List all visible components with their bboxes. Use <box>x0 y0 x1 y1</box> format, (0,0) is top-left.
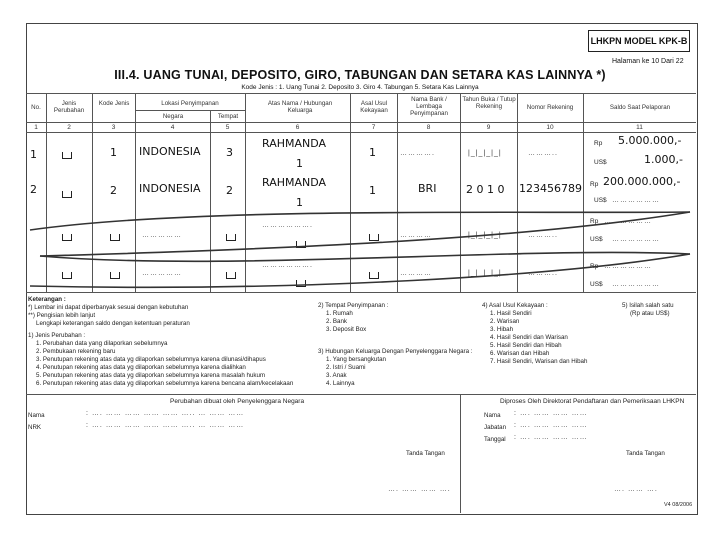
keterangan-line-1: *) Lembar ini dapat diperbanyak sesuai dengan kebutuhan <box>28 304 189 311</box>
col-header-atas-nama: Atas Nama / Hubungan Keluarga <box>267 100 333 114</box>
table-row-2-tahun: 2 0 1 0 <box>466 183 505 196</box>
keterangan-line-2: **) Pengisian lebih lanjut <box>28 312 96 319</box>
tanda-tangan-left-field[interactable]: …. …… …… …. <box>388 486 451 493</box>
col-number: 9 <box>486 124 491 131</box>
saldo-note: (Rp atau US$) <box>630 310 670 317</box>
right-nama-field[interactable]: : …. …… …… …… <box>514 410 588 417</box>
hubungan-item: 1. Yang bersangkutan <box>326 356 386 363</box>
col-header-no: No. <box>31 104 41 111</box>
footer-left-title: Perubahan dibuat oleh Penyelenggara Negara <box>170 398 305 405</box>
table-row-1-usd-value: 1.000,- <box>644 153 683 166</box>
jenis-item: 6. Penutupan rekening atas data yg dilaporkan sebelumnya karena bencana alam/kecelakaan <box>36 380 294 387</box>
saldo-title: 5) Isilah salah satu <box>622 302 674 309</box>
footer-divider <box>460 394 461 513</box>
col-header-nomor: Nomor Rekening <box>526 104 574 111</box>
asal-usul-title: 4) Asal Usul Kekayaan : <box>482 302 548 309</box>
col-header-kode: Kode Jenis <box>98 100 130 107</box>
table-row-1-tempat: 3 <box>226 146 233 159</box>
col-header-saldo: Saldo Saat Pelaporan <box>609 104 671 111</box>
jenis-item: 4. Penutupan rekening atas data yg dilaporkan sebelumnya karena dialihkan <box>36 364 246 371</box>
jenis-item: 1. Perubahan data yang dilaporkan sebelumnya <box>36 340 168 347</box>
tempat-title: 2) Tempat Penyimpanan : <box>318 302 389 309</box>
table-row-2-rp-label: Rp <box>590 181 599 188</box>
table-row-4-tahun-blank: |_|_|_|_| <box>468 270 502 277</box>
footer-top-line <box>26 394 696 395</box>
table-row-2-tempat: 2 <box>226 184 233 197</box>
col-header-tempat: Tempat <box>217 113 239 120</box>
nrk-label: NRK <box>28 424 42 431</box>
table-row-1-nama: RAHMANDA <box>262 137 327 150</box>
col-header-lokasi: Lokasi Penyimpanan <box>161 100 219 107</box>
nama-field[interactable]: : …. …… …… …… …… ….. … …… …… <box>86 410 245 417</box>
table-row-1-tahun-blank: |_|_|_|_| <box>468 150 502 157</box>
asal-item: 2. Warisan <box>490 318 520 325</box>
hubungan-title: 3) Hubungan Keluarga Dengan Penyelenggara Negara : <box>318 348 473 355</box>
table-row-2-kode: 2 <box>110 184 117 197</box>
jenis-perubahan-title: 1) Jenis Perubahan : <box>28 332 86 339</box>
table-row-2-rp-value: 200.000.000,- <box>603 175 681 188</box>
table-row-2-bank: BRI <box>418 182 437 195</box>
table-row-1-rp-value: 5.000.000,- <box>618 134 682 147</box>
asal-item: 4. Hasil Sendiri dan Warisan <box>490 334 568 341</box>
tanggal-label: Tanggal <box>484 436 506 443</box>
table-row-1-usd-label: US$ <box>594 159 607 166</box>
asal-item: 1. Hasil Sendiri <box>490 310 532 317</box>
col-header-asal-usul: Asal Usul Kekayaan <box>360 100 388 114</box>
col-number: 7 <box>371 124 376 131</box>
col-header-tahun: Tahun Buka / Tutup Rekening <box>462 96 516 110</box>
asal-item: 3. Hibah <box>490 326 514 333</box>
table-row-1-negara: INDONESIA <box>139 145 201 158</box>
footer-right-title: Diproses Oleh Direktorat Pendaftaran dan Pemeriksaan LHKPN <box>500 398 685 405</box>
col-number: 8 <box>426 124 431 131</box>
table-row-1-hubungan: 1 <box>296 157 303 170</box>
tanda-tangan-right-field[interactable]: …. …… …. <box>614 486 658 493</box>
keterangan-title: Keterangan : <box>28 296 66 303</box>
table-row-1-rp-label: Rp <box>594 140 603 147</box>
tanda-tangan-left-label: Tanda Tangan <box>406 450 445 457</box>
hubungan-item: 3. Anak <box>326 372 347 379</box>
table-row-4-nama-blank: ………………. <box>262 262 313 269</box>
table-row-4-usd-label: US$ <box>590 281 603 288</box>
asal-item: 6. Warisan dan Hibah <box>490 350 550 357</box>
tempat-item: 3. Deposit Box <box>326 326 367 333</box>
col-header-negara: Negara <box>162 113 184 120</box>
table-row-3-nama-blank: ………………. <box>262 222 313 229</box>
col-header-bank: Nama Bank / Lembaga Penyimpanan <box>410 96 448 117</box>
table-row-3-usd-label: US$ <box>590 236 603 243</box>
col-number: 2 <box>67 124 71 131</box>
page-title: III.4. UANG TUNAI, DEPOSITO, GIRO, TABUNGAN DAN SETARA KAS LAINNYA *) <box>114 68 606 82</box>
tempat-item: 2. Bank <box>326 318 347 325</box>
hubungan-item: 2. Istri / Suami <box>326 364 366 371</box>
table-row-3-tahun-blank: |_|_|_|_| <box>468 232 502 239</box>
jenis-item: 3. Penutupan rekening atas data yg dilaporkan sebelumnya karena dilunasi/dihapus <box>36 356 266 363</box>
hubungan-item: 4. Lainnya <box>326 380 355 387</box>
col-number: 3 <box>111 124 116 131</box>
table-row-2-negara: INDONESIA <box>139 182 201 195</box>
table-row-2-usd-blank: ……………… <box>612 197 660 204</box>
jenis-item: 2. Pembukaan rekening baru <box>36 348 116 355</box>
table-row-1-nomor-blank: ……….. <box>528 150 558 157</box>
col-number: 5 <box>225 124 230 131</box>
table-row-1-asal: 1 <box>369 146 376 159</box>
col-number: 4 <box>170 124 175 131</box>
page-note: Halaman ke 10 Dari 22 <box>612 58 684 65</box>
table-row-4-bank-blank: ………… <box>400 270 432 277</box>
col-number: 11 <box>636 124 643 131</box>
nrk-field[interactable]: : …. …… …… …… …… ….. … …… …… <box>86 422 245 429</box>
table-row-3-rp-label: Rp <box>590 218 599 225</box>
nama-label: Nama <box>28 412 45 419</box>
table-row-3-usd-blank: ……………… <box>612 236 660 243</box>
table-row-2-usd-label: US$ <box>594 197 607 204</box>
keterangan-line-3: Lengkapi keterangan saldo dengan ketentuan peraturan <box>36 320 190 327</box>
col-number: 1 <box>34 124 38 131</box>
kode-jenis-legend: Kode Jenis : 1. Uang Tunai 2. Deposito 3. Giro 4. Tabungan 5. Setara Kas Lainnya <box>241 84 479 91</box>
col-header-jenis: Jenis Perubahan <box>53 100 85 114</box>
jenis-item: 5. Penutupan rekening atas data yg dilaporkan sebelumnya karena masalah hukum <box>36 372 266 379</box>
tanggal-field[interactable]: : …. …… …… …… <box>514 434 588 441</box>
asal-item: 7. Hasil Sendiri, Warisan dan Hibah <box>490 358 588 365</box>
table-row-1-kode: 1 <box>110 146 117 159</box>
right-nama-label: Nama <box>484 412 501 419</box>
table-row-4-rp-label: Rp <box>590 263 599 270</box>
table-row-1-no: 1 <box>30 148 37 161</box>
table-row-4-usd-blank: ……………… <box>612 281 660 288</box>
table-row-3-rp-blank: ……………… <box>604 218 652 225</box>
table-row-2-nomor: 123456789 <box>519 182 582 195</box>
tanda-tangan-right-label: Tanda Tangan <box>626 450 665 457</box>
asal-item: 5. Hasil Sendiri dan Hibah <box>490 342 562 349</box>
table-row-2-hubungan: 1 <box>296 196 303 209</box>
table-row-1-bank-blank: …………. <box>400 150 435 157</box>
table-row-4-negara-blank: …………… <box>142 270 182 277</box>
col-number: 6 <box>295 124 300 131</box>
table-row-3-bank-blank: ………… <box>400 232 432 239</box>
table-row-2-nama: RAHMANDA <box>262 176 327 189</box>
form-model-label: LHKPN MODEL KPK-B <box>588 30 690 52</box>
jabatan-label: Jabatan <box>484 424 507 431</box>
table-row-4-rp-blank: ……………… <box>604 263 652 270</box>
jabatan-field[interactable]: : …. …… …… …… <box>514 422 588 429</box>
col-number: 10 <box>546 124 554 131</box>
table-row-3-negara-blank: …………… <box>142 232 182 239</box>
table-row-2-no: 2 <box>30 183 37 196</box>
version-label: V4 08/2006 <box>664 502 693 508</box>
table-row-3-nomor-blank: ……….. <box>528 232 558 239</box>
table-row-4-nomor-blank: ……….. <box>528 270 558 277</box>
tempat-item: 1. Rumah <box>326 310 353 317</box>
table-row-2-asal: 1 <box>369 184 376 197</box>
